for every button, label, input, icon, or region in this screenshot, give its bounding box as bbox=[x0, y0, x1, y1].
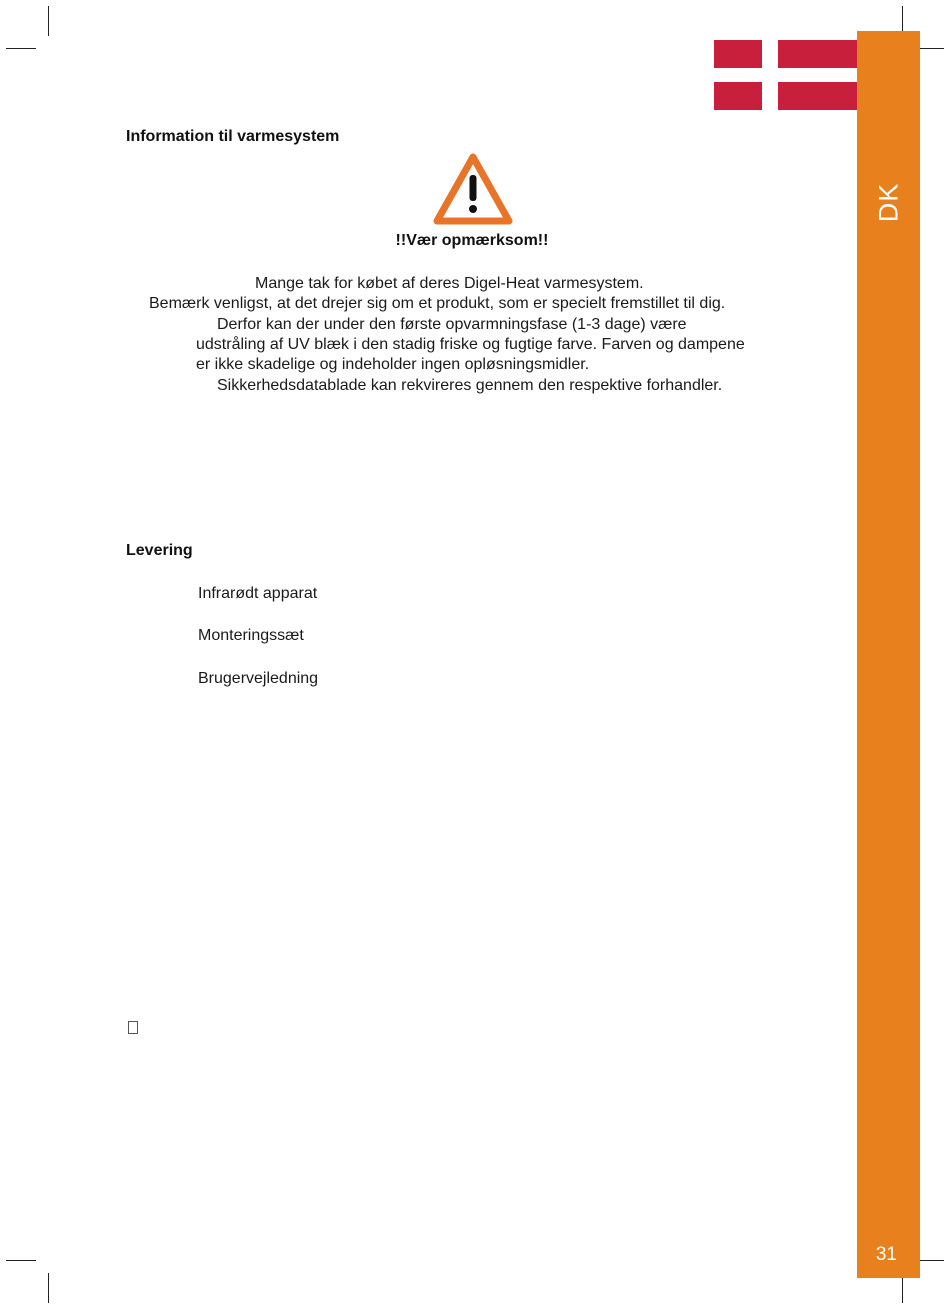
flag-cross-horizontal bbox=[714, 68, 857, 82]
body-line: udstråling af UV blæk i den stadig friske og fugtige farve. Farven og dampene bbox=[196, 336, 745, 353]
empty-box-glyph bbox=[128, 1021, 138, 1034]
body-line: Sikkerhedsdatablade kan rekvireres gennem den respektive forhandler. bbox=[217, 377, 723, 394]
language-code: DK bbox=[872, 182, 903, 222]
crop-mark bbox=[48, 6, 49, 36]
language-label-wrap bbox=[857, 177, 920, 227]
warning-triangle-icon bbox=[433, 153, 513, 225]
crop-mark bbox=[6, 48, 36, 49]
body-line: Mange tak for købet af deres Digel-Heat varmesystem. bbox=[255, 275, 644, 292]
body-line: er ikke skadelige og indeholder ingen opløsningsmidler. bbox=[196, 356, 590, 373]
exclamation-dot bbox=[469, 205, 477, 213]
crop-mark bbox=[6, 1260, 36, 1261]
delivery-item: Infrarødt apparat bbox=[198, 585, 318, 602]
language-side-tab bbox=[857, 31, 920, 1278]
body-line: Derfor kan der under den første opvarmningsfase (1-3 dage) være bbox=[217, 316, 687, 333]
body-line: Bemærk venligst, at det drejer sig om et produkt, som er specielt fremstillet til dig. bbox=[149, 295, 726, 312]
crop-mark bbox=[48, 1273, 49, 1303]
delivery-item: Brugervejledning bbox=[198, 670, 319, 687]
exclamation-bar bbox=[470, 175, 477, 201]
heat-info-heading: Information til varmesystem bbox=[126, 128, 340, 145]
danish-flag bbox=[714, 40, 857, 110]
delivery-item: Monteringssæt bbox=[198, 627, 304, 644]
page-number: 31 bbox=[875, 1244, 897, 1265]
warning-title: !!Vær opmærksom!! bbox=[395, 232, 549, 249]
delivery-heading: Levering bbox=[126, 542, 193, 559]
